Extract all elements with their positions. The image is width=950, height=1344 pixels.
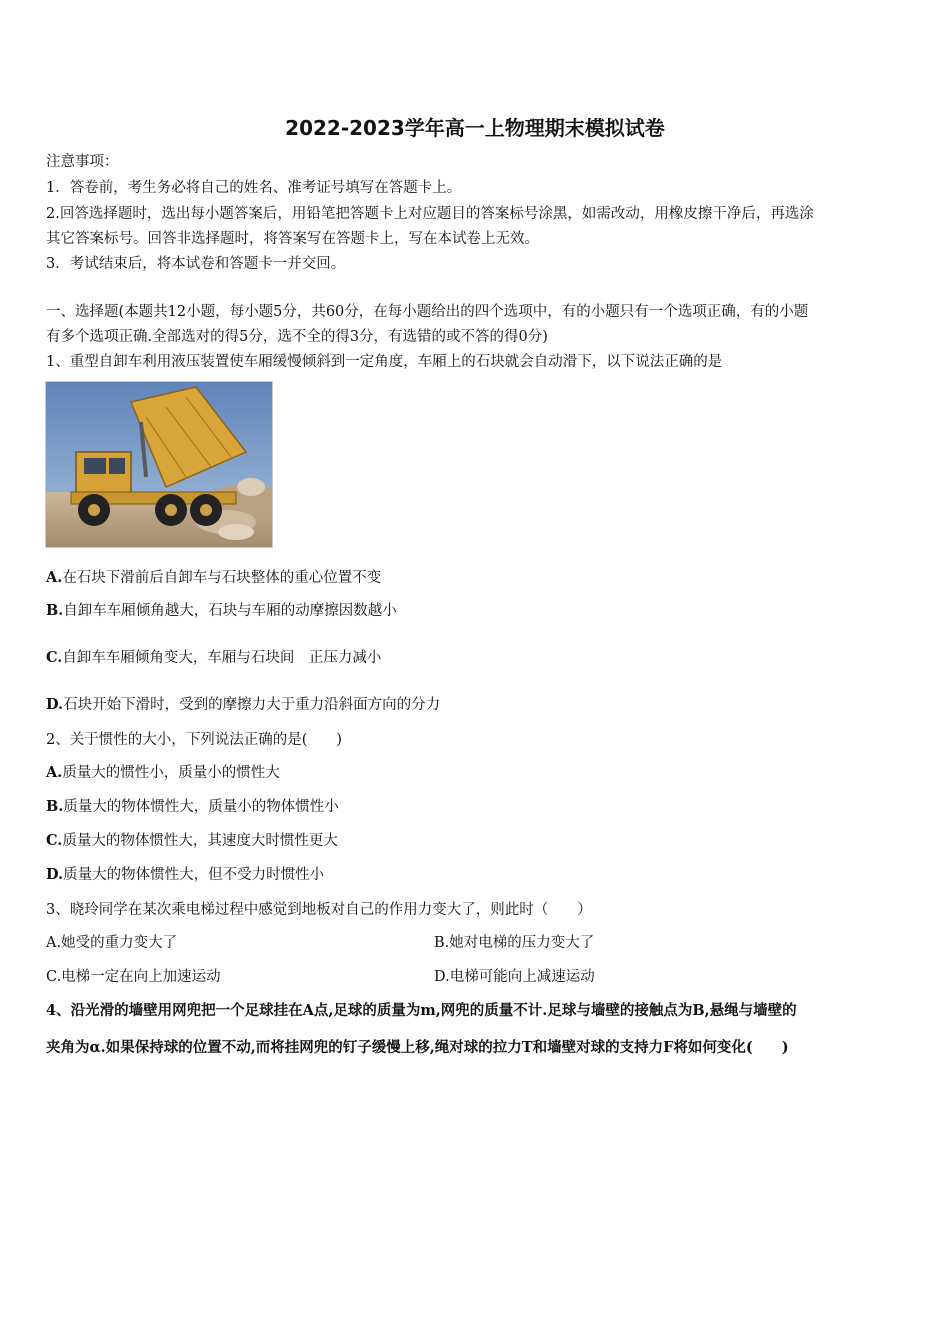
section-instructions: 有多个选项正确.全部选对的得5分，选不全的得3分，有选错的或不答的得0分) [46,329,548,345]
section-instructions: 一、选择题(本题共12小题，每小题5分，共60分，在每小题给出的四个选项中，有的小题只有一个选项正确，有的小题 [46,304,809,320]
q3-option-b[interactable]: B.她对电梯的压力变大了 [434,935,595,951]
dump-truck-illustration [46,382,272,547]
notice-item: 2.回答选择题时，选出每小题答案后，用铅笔把答题卡上对应题目的答案标号涂黑，如需改动，用橡皮擦干净后，再选涂 [46,206,814,222]
page-title: 2022-2023学年高一上物理期末模拟试卷 [285,116,665,140]
q1-option-b[interactable]: B.自卸车车厢倾角越大，石块与车厢的动摩擦因数越小 [46,602,397,619]
notice-item: 3．考试结束后，将本试卷和答题卡一并交回。 [46,256,346,272]
notice-item: 其它答案标号。回答非选择题时，将答案写在答题卡上，写在本试卷上无效。 [46,231,539,247]
q2-option-c[interactable]: C.质量大的物体惯性大，其速度大时惯性更大 [46,832,338,849]
q1-option-a[interactable]: A.在石块下滑前后自卸车与石块整体的重心位置不变 [46,569,382,586]
question-4-stem-cont: 夹角为α.如果保持球的位置不动,而将挂网兜的钉子缓慢上移,绳对球的拉力T和墙壁对球的支持力F将如何变化( ) [46,1039,789,1056]
notice-heading: 注意事项： [46,154,119,170]
question-3-stem: 3、晓玲同学在某次乘电梯过程中感觉到地板对自己的作用力变大了，则此时（ ） [46,902,592,918]
notice-item: 1．答卷前，考生务必将自己的姓名、准考证号填写在答题卡上。 [46,180,462,196]
dump-truck-image [45,381,273,548]
question-4-stem: 4、沿光滑的墙壁用网兜把一个足球挂在A点,足球的质量为m,网兜的质量不计.足球与墙壁的接触点为B,悬绳与墙壁的 [46,1002,797,1019]
q1-option-c[interactable]: C.自卸车车厢倾角变大，车厢与石块间 正压力减小 [46,649,382,666]
q2-option-a[interactable]: A.质量大的惯性小，质量小的惯性大 [46,764,280,781]
question-2-stem: 2、关于惯性的大小，下列说法正确的是( ) [46,732,343,748]
q3-option-d[interactable]: D.电梯可能向上减速运动 [434,969,595,985]
q2-option-d[interactable]: D.质量大的物体惯性大，但不受力时惯性小 [46,866,325,883]
question-1-stem: 1、重型自卸车利用液压装置使车厢缓慢倾斜到一定角度，车厢上的石块就会自动滑下，以下说法正确的是 [46,354,723,370]
q2-option-b[interactable]: B.质量大的物体惯性大，质量小的物体惯性小 [46,798,339,815]
q3-option-c[interactable]: C.电梯一定在向上加速运动 [46,969,221,985]
q3-option-a[interactable]: A.她受的重力变大了 [46,935,178,951]
q1-option-d[interactable]: D.石块开始下滑时，受到的摩擦力大于重力沿斜面方向的分力 [46,696,441,713]
